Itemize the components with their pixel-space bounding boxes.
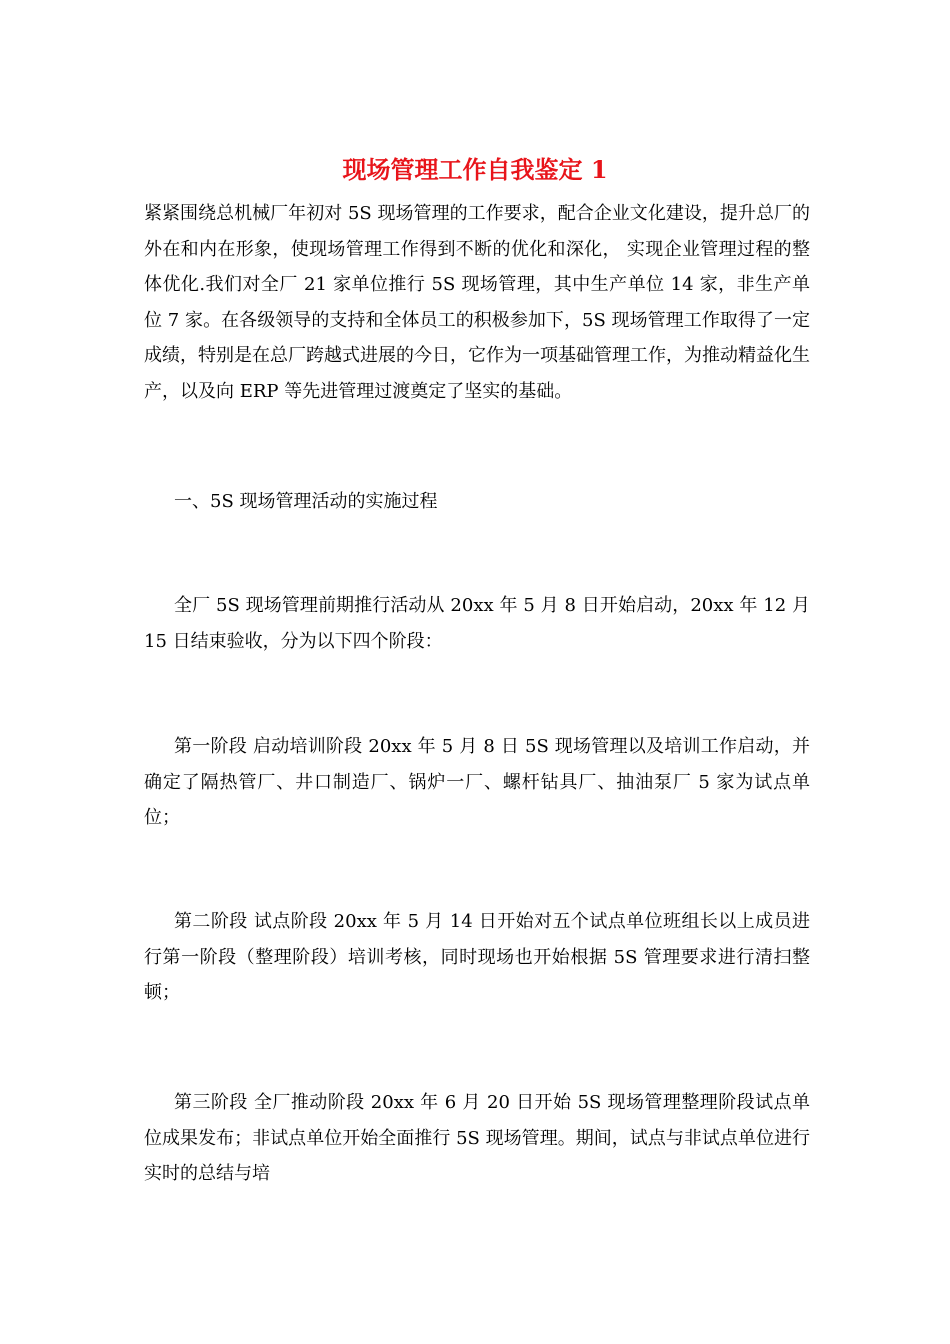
section-heading: 一、5S 现场管理活动的实施过程 [174,491,438,512]
stage-three-paragraph: 第三阶段 全厂推动阶段 20xx 年 6 月 20 日开始 5S 现场管理整理阶段试点单位成果发布；非试点单位开始全面推行 5S 现场管理。期间，试点与非试点单位进行实时的总结与培 [144,1092,810,1184]
intro-paragraph: 紧紧围绕总机械厂年初对 5S 现场管理的工作要求，配合企业文化建设，提升总厂的外在和内在形象，使现场管理工作得到不断的优化和深化， 实现企业管理过程的整体优化.我们对全厂 21 家单位推行 5S 现场管理，其中生产单位 14 家，非生产单位 7 家。在各级领导的支持和全体员工的积极参加下，5S 现场管理工作取得了一定成绩，特别是在总厂跨越式进展的今日，它作为一项基础管理工作，为推动精益化生产，以及向 ERP 等先进管理过渡奠定了坚实的基础。 [144,203,810,402]
stage-one-paragraph: 第一阶段 启动培训阶段 20xx 年 5 月 8 日 5S 现场管理以及培训工作启动，并确定了隔热管厂、井口制造厂、锅炉一厂、螺杆钻具厂、抽油泵厂 5 家为试点单位； [144,736,810,828]
stage-two-paragraph: 第二阶段 试点阶段 20xx 年 5 月 14 日开始对五个试点单位班组长以上成员进行第一阶段（整理阶段）培训考核，同时现场也开始根据 5S 管理要求进行清扫整顿； [144,911,810,1003]
document-title: 现场管理工作自我鉴定 1 [342,155,608,184]
overview-paragraph: 全厂 5S 现场管理前期推行活动从 20xx 年 5 月 8 日开始启动，20xx 年 12 月 15 日结束验收，分为以下四个阶段： [144,595,810,652]
